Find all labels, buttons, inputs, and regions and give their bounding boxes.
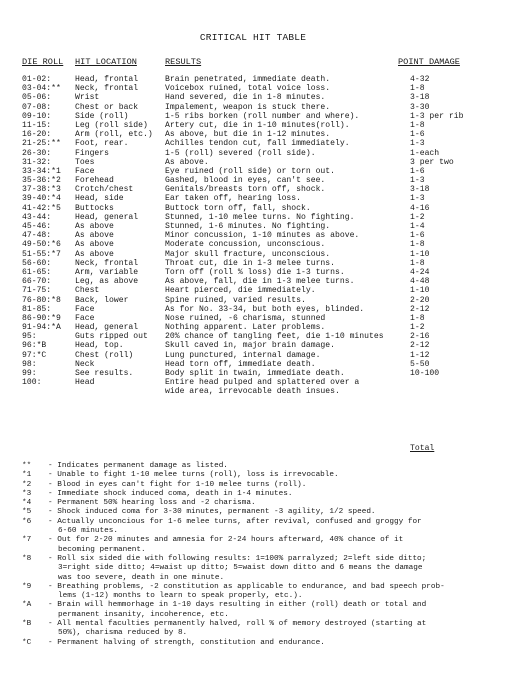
damage-cell: 3 per two	[410, 157, 454, 167]
hit-location-cell: Buttocks	[75, 203, 114, 213]
result-cell: Eye ruined (roll side) or torn out.	[165, 166, 335, 176]
die-roll-cell: 43-44:	[22, 212, 52, 222]
damage-cell: 4-48	[410, 277, 430, 287]
footnote	[22, 620, 502, 639]
damage-cell: 1-12	[410, 350, 430, 360]
footnote-key: *C	[22, 638, 32, 647]
footnote-line: was too severe, death in one minute.	[58, 573, 225, 582]
footnote-line: - Permanent halving of strength, constitution and endurance.	[48, 638, 325, 647]
result-cell: Head torn off, immediate death.	[165, 359, 316, 369]
footnote-key: *1	[22, 471, 32, 480]
footnote-key: *3	[22, 489, 32, 498]
table-row	[0, 213, 506, 222]
result-cell: wide area, irrevocable death insues.	[165, 387, 340, 397]
damage-cell: 3-30	[410, 102, 430, 112]
damage-cell: 10-100	[410, 369, 440, 378]
table-row	[0, 167, 506, 176]
hit-location-cell: Chest	[75, 286, 100, 296]
result-cell: As above, fall, die in 1-3 melee turns.	[165, 277, 355, 287]
hit-location-cell: Toes	[75, 157, 95, 167]
result-cell: Lung punctured, internal damage.	[165, 350, 321, 360]
footnote	[22, 481, 502, 490]
footnote-line: - Breathing problems, -2 constitution as applicable to endurance, and bad speech prob-	[48, 582, 445, 591]
die-roll-cell: 98:	[22, 359, 37, 369]
damage-cell: 1-8	[410, 84, 425, 94]
footnote-line: - Blood in eyes can't fight for 1-10 melee turns (roll).	[48, 480, 307, 489]
result-cell: As for No. 33-34, but both eyes, blinded.	[165, 304, 365, 314]
table-row	[0, 222, 506, 231]
hit-location-cell: As above	[75, 222, 114, 231]
footnote	[22, 508, 502, 517]
result-cell: 1-5 (roll) severed (roll side).	[165, 148, 316, 158]
result-cell: 1-5 ribs borken (roll number and where).	[165, 111, 360, 121]
table-row	[0, 305, 506, 314]
table-row	[0, 360, 506, 369]
hit-location-cell: Neck, frontal	[75, 258, 139, 268]
header-point-damage: POINT DAMAGE	[398, 57, 460, 67]
damage-cell: 1-8	[410, 120, 425, 130]
result-cell: Brain penetrated, immediate death.	[165, 75, 331, 84]
header-hit-location: HIT LOCATION	[75, 57, 137, 67]
table-row	[0, 286, 506, 295]
hit-location-cell: Foot, rear.	[75, 139, 129, 149]
damage-cell: 1-3	[410, 194, 425, 204]
table-row	[0, 332, 506, 341]
damage-cell: 4-32	[410, 75, 430, 84]
damage-cell: 4-16	[410, 203, 430, 213]
hit-location-cell: Back, lower	[75, 295, 129, 305]
damage-cell: 1-8	[410, 258, 425, 268]
die-roll-cell: 41-42:*5	[22, 203, 61, 213]
hit-location-cell: Arm (roll, etc.)	[75, 130, 153, 140]
damage-cell: 1-4	[410, 222, 425, 231]
die-roll-cell: 45-46:	[22, 222, 52, 231]
hit-location-cell: Face	[75, 304, 95, 314]
die-roll-cell: 11-15:	[22, 120, 52, 130]
table-row	[0, 130, 506, 139]
hit-location-cell: Face	[75, 313, 95, 323]
hit-location-cell: Chest (roll)	[75, 350, 134, 360]
result-cell: Stunned, 1-6 minutes. No fighting.	[165, 222, 331, 231]
damage-cell: 1-8	[410, 240, 425, 250]
hit-table	[0, 75, 506, 397]
damage-cell: 1-3	[410, 176, 425, 186]
table-row	[0, 231, 506, 240]
hit-location-cell: Head, frontal	[75, 75, 139, 84]
footnote-key: *8	[22, 554, 32, 563]
result-cell: Genitals/breasts torn off, shock.	[165, 185, 326, 195]
damage-cell: 4-24	[410, 267, 430, 277]
table-row	[0, 387, 506, 396]
result-cell: Stunned, 1-10 melee turns. No fighting.	[165, 212, 355, 222]
footnote	[22, 471, 502, 480]
die-roll-cell: 95:	[22, 332, 37, 342]
damage-cell: 2-12	[410, 341, 430, 351]
header-die-roll: DIE ROLL	[22, 57, 64, 67]
footnote	[22, 536, 502, 555]
die-roll-cell: 07-08:	[22, 102, 52, 112]
table-row	[0, 93, 506, 102]
hit-location-cell: As above	[75, 231, 114, 241]
footnote	[22, 639, 502, 648]
die-roll-cell: 16-20:	[22, 130, 52, 140]
die-roll-cell: 71-75:	[22, 286, 52, 296]
die-roll-cell: 61-65:	[22, 267, 52, 277]
table-row	[0, 250, 506, 259]
damage-cell: 1-10	[410, 286, 430, 296]
damage-cell: 1-6	[410, 130, 425, 140]
table-row	[0, 194, 506, 203]
footnote-line: becoming permanent.	[58, 545, 146, 554]
table-row	[0, 158, 506, 167]
footnote-key: **	[22, 462, 32, 470]
table-row	[0, 323, 506, 332]
die-roll-cell: 86-90:*9	[22, 313, 61, 323]
footnote	[22, 490, 502, 499]
header-results: RESULTS	[165, 57, 202, 67]
footnote-line: - Out for 2-20 minutes and amnesia for 2-24 hours afterward, 40% chance of it	[48, 536, 404, 545]
footnote-line: - Roll six sided die with following results: 1=100% parralyzed; 2=left side ditto;	[48, 554, 427, 563]
footnote-line: - Indicates permanent damage as listed.	[48, 462, 228, 470]
hit-location-cell: Side (roll)	[75, 111, 129, 121]
table-row	[0, 121, 506, 130]
footnote-key: *B	[22, 620, 32, 629]
footnote-key: *7	[22, 536, 32, 545]
hit-location-cell: Leg, as above	[75, 277, 139, 287]
table-row	[0, 185, 506, 194]
hit-location-cell: Head, general	[75, 323, 139, 333]
footnote-line: - Shock induced coma for 3-30 minutes, permanent -3 agility, 1/2 speed.	[48, 508, 376, 517]
die-roll-cell: 100:	[22, 378, 42, 388]
die-roll-cell: 09-10:	[22, 111, 52, 121]
footnote-line: 3=right side ditto; 4=waist up ditto; 5=waist down ditto and 6 means the damage	[58, 564, 423, 573]
table-row	[0, 149, 506, 158]
footnote-line: lems (1-12) months to learn to speak properly, etc.).	[58, 592, 303, 601]
hit-location-cell: Chest or back	[75, 102, 139, 112]
hit-location-cell: Head	[75, 378, 95, 388]
die-roll-cell: 99:	[22, 369, 37, 378]
die-roll-cell: 33-34:*1	[22, 166, 61, 176]
damage-cell: 1-2	[410, 212, 425, 222]
hit-location-cell: See results.	[75, 369, 134, 378]
result-cell: Gashed, blood in eyes, can't see.	[165, 176, 326, 186]
result-cell: Major skull fracture, unconscious.	[165, 249, 331, 259]
result-cell: Throat cut, die in 1-3 melee turns.	[165, 258, 335, 268]
footnote-line: permanent insanity, incoherence, etc.	[58, 610, 229, 619]
damage-cell: 1-8	[410, 313, 425, 323]
result-cell: Artery cut, die in 1-10 minutes(roll).	[165, 120, 350, 130]
die-roll-cell: 96:*B	[22, 341, 47, 351]
damage-cell: 3-18	[410, 93, 430, 103]
hit-location-cell: Leg (roll side)	[75, 120, 148, 130]
table-row	[0, 84, 506, 93]
table-row	[0, 112, 506, 121]
damage-cell: 1-10	[410, 249, 430, 259]
footnote-key: *4	[22, 499, 32, 508]
hit-location-cell: Wrist	[75, 93, 100, 103]
die-roll-cell: 39-40:*4	[22, 194, 61, 204]
result-cell: Minor concussion, 1-10 minutes as above.	[165, 231, 360, 241]
damage-cell: 1-each	[410, 148, 440, 158]
die-roll-cell: 26-30:	[22, 148, 52, 158]
footnote	[22, 555, 502, 583]
result-cell: Body split in twain, immediate death.	[165, 369, 345, 378]
footnote-key: *A	[22, 601, 32, 610]
die-roll-cell: 51-55:*7	[22, 249, 61, 259]
die-roll-cell: 81-85:	[22, 304, 52, 314]
page-title: CRITICAL HIT TABLE	[199, 32, 307, 43]
die-roll-cell: 37-38:*3	[22, 185, 61, 195]
hit-location-cell: Head, top.	[75, 341, 124, 351]
result-cell: Voicebox ruined, total voice loss.	[165, 84, 331, 94]
footnotes	[22, 462, 502, 648]
result-cell: Hand severed, die in 1-8 minutes.	[165, 93, 326, 103]
die-roll-cell: 56-60:	[22, 258, 52, 268]
result-cell: Spine ruined, varied results.	[165, 295, 306, 305]
footnote-line: 6-60 minutes.	[58, 527, 118, 536]
result-cell: Achilles tendon cut, fall immediately.	[165, 139, 350, 149]
die-roll-cell: 49-50:*6	[22, 240, 61, 250]
table-row	[0, 240, 506, 249]
table-row	[0, 268, 506, 277]
damage-cell: 2-12	[410, 304, 430, 314]
footnote-line: - Actually unconcious for 1-6 melee turns, after revival, confused and groggy for	[48, 517, 422, 526]
result-cell: Skull caved in, major brain damage.	[165, 341, 335, 351]
footnote	[22, 462, 502, 471]
footnote-line: - Immediate shock induced coma, death in 1-4 minutes.	[48, 489, 293, 498]
result-cell: Buttock torn off, fall, shock.	[165, 203, 311, 213]
hit-location-cell: Face	[75, 166, 95, 176]
table-row	[0, 277, 506, 286]
result-cell: Impalement, weapon is stuck there.	[165, 102, 331, 112]
hit-location-cell: Forehead	[75, 176, 114, 186]
damage-cell: 1-2	[410, 323, 425, 333]
hit-location-cell: Crotch/chest	[75, 185, 134, 195]
footnote	[22, 583, 502, 602]
die-roll-cell: 66-70:	[22, 277, 52, 287]
footnote-line: - Unable to fight 1-10 melee turns (roll), loss is irrevocable.	[48, 471, 339, 480]
table-row	[0, 314, 506, 323]
damage-cell: 1-6	[410, 166, 425, 176]
damage-cell: 1-6	[410, 231, 425, 241]
die-roll-cell: 47-48:	[22, 231, 52, 241]
die-roll-cell: 01-02:	[22, 75, 52, 84]
die-roll-cell: 03-04:**	[22, 84, 61, 94]
table-row	[0, 75, 506, 84]
footnote-key: *9	[22, 582, 32, 591]
table-row	[0, 139, 506, 148]
footnote	[22, 499, 502, 508]
result-cell: Heart pierced, die immediately.	[165, 286, 316, 296]
footnote	[22, 601, 502, 620]
damage-cell: 2-20	[410, 295, 430, 305]
result-cell: Moderate concussion, unconscious.	[165, 240, 326, 250]
table-row	[0, 341, 506, 350]
table-row	[0, 259, 506, 268]
footnote-key: *5	[22, 508, 32, 517]
result-cell: Torn off (roll % loss) die 1-3 turns.	[165, 267, 345, 277]
footnote	[22, 518, 502, 537]
hit-location-cell: As above	[75, 240, 114, 250]
die-roll-cell: 05-06:	[22, 93, 52, 103]
die-roll-cell: 35-36:*2	[22, 176, 61, 186]
damage-cell: 1-3 per rib	[410, 111, 464, 121]
footnote-key: *6	[22, 517, 32, 526]
result-cell: 20% chance of tangling feet, die 1-10 minutes	[165, 332, 384, 342]
table-row	[0, 103, 506, 112]
hit-location-cell: Head, general	[75, 212, 139, 222]
hit-location-cell: As above	[75, 249, 114, 259]
damage-cell: 1-3	[410, 139, 425, 149]
result-cell: As above.	[165, 157, 209, 167]
table-row	[0, 369, 506, 378]
table-row	[0, 176, 506, 185]
table-row	[0, 351, 506, 360]
result-cell: Entire head pulped and splattered over a	[165, 378, 360, 388]
damage-cell: 5-50	[410, 359, 430, 369]
die-roll-cell: 76-80:*8	[22, 295, 61, 305]
footnote-line: - Brain will hemmorhage in 1-10 days resulting in either (roll) death or total and	[48, 601, 427, 610]
footnote-line: 50%), charisma reduced by 8.	[58, 629, 188, 638]
footnote-line: - Permanent 50% hearing loss and -2 charisma.	[48, 499, 256, 508]
total-label: Total	[410, 444, 435, 453]
table-row	[0, 378, 506, 387]
hit-location-cell: Fingers	[75, 148, 109, 158]
hit-location-cell: Neck	[75, 359, 95, 369]
damage-cell: 2-16	[410, 332, 430, 342]
die-roll-cell: 21-25:**	[22, 139, 61, 149]
result-cell: As above, but die in 1-12 minutes.	[165, 130, 331, 140]
damage-cell: 3-18	[410, 185, 430, 195]
hit-location-cell: Head, side	[75, 194, 124, 204]
footnote-key: *2	[22, 480, 32, 489]
die-roll-cell: 97:*C	[22, 350, 47, 360]
hit-location-cell: Arm, variable	[75, 267, 139, 277]
die-roll-cell: 31-32:	[22, 157, 52, 167]
die-roll-cell: 91-94:*A	[22, 323, 61, 333]
hit-location-cell: Guts ripped out	[75, 332, 148, 342]
result-cell: Ear taken off, hearing loss.	[165, 194, 301, 204]
table-row	[0, 296, 506, 305]
hit-location-cell: Neck, frontal	[75, 84, 139, 94]
table-row	[0, 204, 506, 213]
result-cell: Nothing apparent. Later problems.	[165, 323, 326, 333]
result-cell: Nose ruined, -6 charisma, stunned	[165, 313, 326, 323]
footnote-line: - All mental faculties permanently halved, roll % of memory destroyed (starting at	[48, 620, 427, 629]
